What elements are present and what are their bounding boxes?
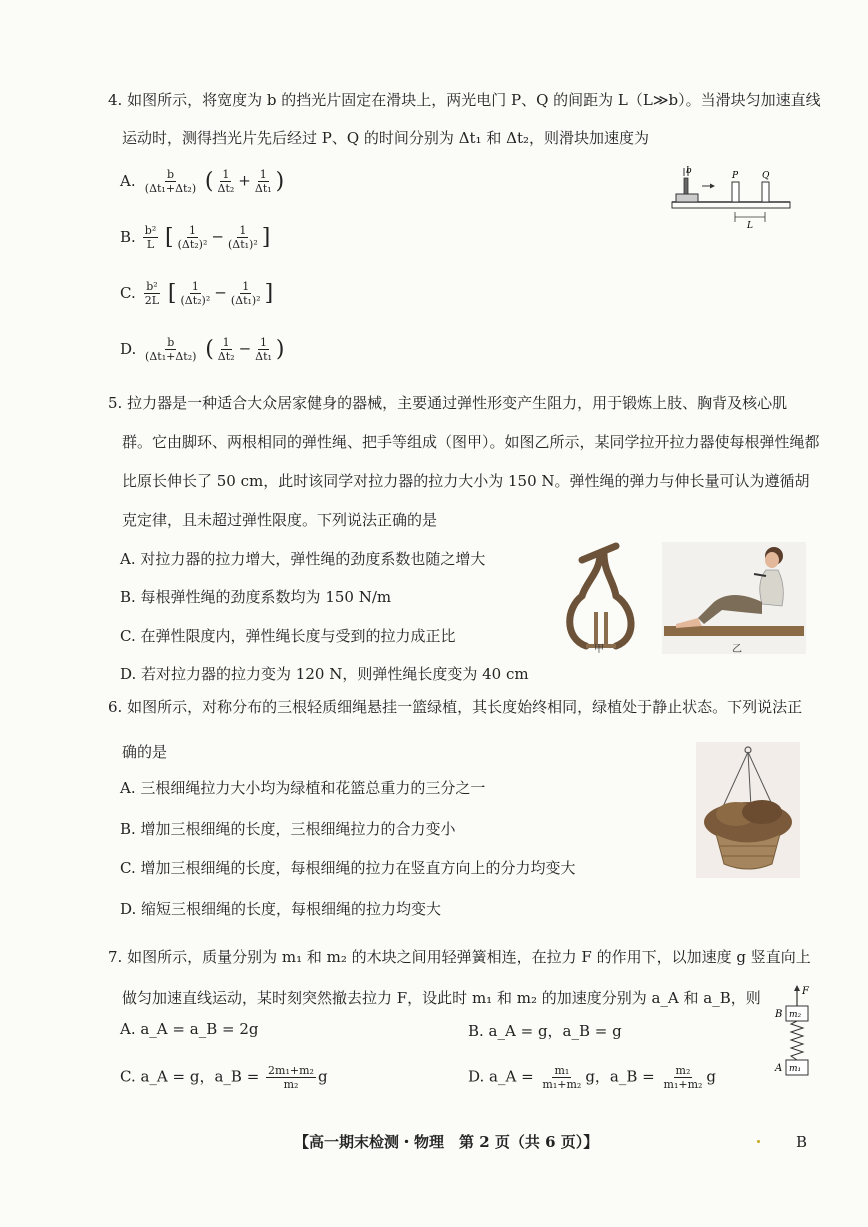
fig-label-b: b bbox=[686, 166, 692, 176]
q6-option-b[interactable]: B. 增加三根细绳的长度，三根细绳拉力的合力变小 bbox=[120, 820, 456, 838]
decorative-dot bbox=[757, 1140, 760, 1143]
q6-option-d[interactable]: D. 缩短三根细绳的长度，每根细绳的拉力均变大 bbox=[120, 900, 442, 918]
q4-option-d[interactable]: D. $\frac{b}{\text{(Δt₁+Δt₂)}}$ ( $\frac{1}{\text{Δt₂}}$ − $\frac{1}{\text{Δt₁}}$ ) bbox=[120, 336, 285, 363]
q5-option-b[interactable]: B. 每根弹性绳的劲度系数均为 150 N/m bbox=[120, 588, 392, 606]
fig-label-p: P bbox=[732, 171, 739, 181]
fig-label-yi: 乙 bbox=[732, 644, 742, 654]
spring-blocks-diagram bbox=[772, 982, 816, 1082]
fig-label-a-block: A bbox=[775, 1063, 783, 1074]
q5-line1: 5. 拉力器是一种适合大众居家健身的器械，主要通过弹性形变产生阻力，用于锻炼上肢、胸背及核心肌 bbox=[108, 394, 788, 412]
q7-line1: 7. 如图所示，质量分别为 m₁ 和 m₂ 的木块之间用轻弹簧相连，在拉力 F 的作用下，以加速度 g 竖直向上 bbox=[108, 948, 811, 966]
q7-line2: 做匀加速直线运动，某时刻突然撤去拉力 F，设此时 m₁ 和 m₂ 的加速度分别为 a_A 和 a_B，则 bbox=[122, 989, 761, 1007]
resistance-band-image bbox=[556, 542, 648, 654]
paper-version-letter: B bbox=[796, 1133, 808, 1151]
q5-option-a[interactable]: A. 对拉力器的拉力增大，弹性绳的劲度系数也随之增大 bbox=[120, 550, 486, 568]
q7-option-d[interactable]: D. a_A = $\frac{\text{m₁}}{\text{m₁+m₂}}$ g，a_B = $\frac{\text{m₂}}{\text{m₁+m₂}}$ g bbox=[468, 1064, 717, 1091]
q4-line2: 运动时，测得挡光片先后经过 P、Q 的时间分别为 Δt₁ 和 Δt₂，则滑块加速度为 bbox=[122, 129, 649, 147]
q4-line1: 4. 如图所示，将宽度为 b 的挡光片固定在滑块上，两光电门 P、Q 的间距为 L（L≫b）。当滑块匀加速直线 bbox=[108, 91, 821, 109]
q7-option-b[interactable]: B. a_A = g，a_B = g bbox=[468, 1022, 622, 1040]
q6-line1: 6. 如图所示，对称分布的三根轻质细绳悬挂一篮绿植，其长度始终相同，绿植处于静止状态。下列说法正 bbox=[108, 698, 803, 716]
q6-option-c[interactable]: C. 增加三根细绳的长度，每根细绳的拉力在竖直方向上的分力均变大 bbox=[120, 859, 576, 877]
fig-label-jia: 甲 bbox=[594, 644, 604, 654]
hanging-basket-photo bbox=[696, 742, 800, 878]
q4-option-a[interactable]: A. $\frac{b}{\text{(Δt₁+Δt₂)}}$ ( $\frac{1}{\text{Δt₂}}$ + $\frac{1}{\text{Δt₁}}$ ) bbox=[120, 168, 285, 195]
fig-label-m1: m₁ bbox=[789, 1064, 802, 1074]
q7-option-c[interactable]: C. a_A = g，a_B = $\frac{\text{2m₁+m₂}}{\text{m₂}}$ g bbox=[120, 1064, 328, 1091]
q6-line2: 确的是 bbox=[122, 743, 168, 761]
q4-option-b[interactable]: B. $\frac{\text{b²}}{L}$ [ $\frac{1}{\text{(Δt₂)²}}$ − $\frac{1}{\text{(Δt₁)²}}$ ] bbox=[120, 224, 271, 251]
q5-line4: 克定律，且未超过弹性限度。下列说法正确的是 bbox=[122, 511, 438, 529]
fig-label-q: Q bbox=[762, 171, 770, 181]
q5-option-c[interactable]: C. 在弹性限度内，弹性绳长度与受到的拉力成正比 bbox=[120, 627, 456, 645]
fig-label-l: L bbox=[747, 221, 753, 230]
photogate-diagram bbox=[668, 164, 796, 230]
fig-label-f: F bbox=[802, 986, 809, 997]
fig-label-b-block: B bbox=[775, 1009, 783, 1020]
exercise-photo bbox=[662, 542, 806, 654]
q5-line2: 群。它由脚环、两根相同的弹性绳、把手等组成（图甲）。如图乙所示，某同学拉开拉力器使每根弹性绳都 bbox=[122, 433, 820, 451]
page-footer: 【高一期末检测・物理 第 2 页（共 6 页）】 bbox=[294, 1133, 599, 1151]
q4-option-c[interactable]: C. $\frac{\text{b²}}{2L}$ [ $\frac{1}{\text{(Δt₂)²}}$ − $\frac{1}{\text{(Δt₁)²}}$ ] bbox=[120, 280, 274, 307]
q6-option-a[interactable]: A. 三根细绳拉力大小均为绿植和花篮总重力的三分之一 bbox=[120, 779, 486, 797]
q5-line3: 比原长伸长了 50 cm，此时该同学对拉力器的拉力大小为 150 N。弹性绳的弹力与伸长量可认为遵循胡 bbox=[122, 472, 810, 490]
fig-label-m2: m₂ bbox=[789, 1010, 802, 1020]
q5-option-d[interactable]: D. 若对拉力器的拉力变为 120 N，则弹性绳长度变为 40 cm bbox=[120, 665, 529, 683]
q7-option-a[interactable]: A. a_A = a_B = 2g bbox=[120, 1020, 259, 1038]
